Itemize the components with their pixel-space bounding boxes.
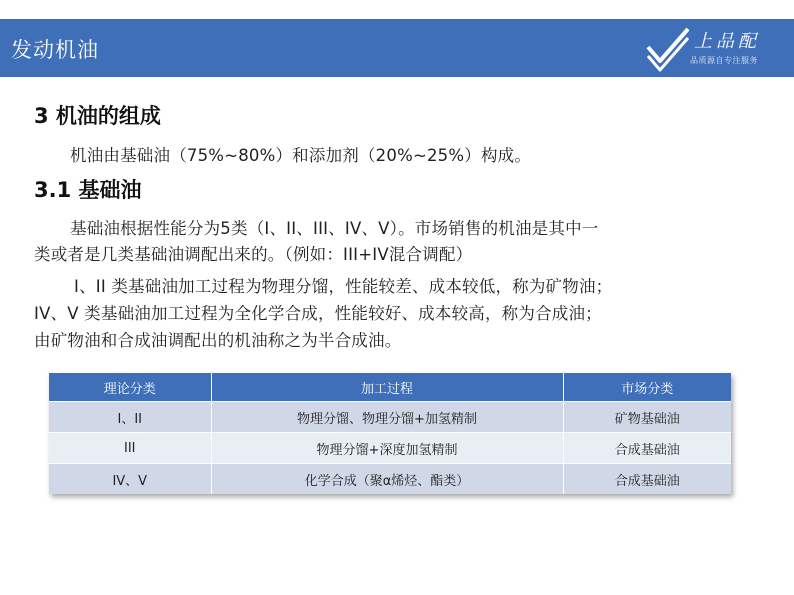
column-header: 加工过程: [211, 373, 563, 402]
base-oil-para2-line3: 由矿物油和合成油调配出的机油称之为半合成油。: [34, 331, 402, 350]
checkmark-logo-icon: [644, 23, 694, 73]
table-cell: III: [49, 433, 211, 464]
base-oil-para2-line2: IV、V 类基础油加工过程为全化学合成，性能较好、成本较高，称为合成油；: [34, 304, 602, 323]
base-oil-para2-line1: I、II 类基础油加工过程为物理分馏，性能较差、成本较低，称为矿物油；: [74, 277, 613, 296]
table-cell: I、II: [49, 402, 211, 433]
logo-subtitle: 品质源自专注服务: [690, 56, 758, 65]
base-oil-para1-line1: 基础油根据性能分为5类（I、II、III、IV、V）。市场销售的机油是其中一: [70, 219, 599, 238]
column-header: 理论分类: [49, 373, 211, 402]
brand-logo: [644, 23, 774, 73]
table-row: [49, 464, 731, 495]
classification-table: [49, 373, 731, 494]
title-bar: [0, 19, 794, 77]
table-cell: 矿物基础油: [563, 402, 731, 433]
table-row: [49, 402, 731, 433]
page-title: 发动机油: [11, 38, 99, 62]
table-cell: 物理分馏、物理分馏+加氢精制: [211, 402, 563, 433]
logo-text: 上品配: [694, 31, 760, 52]
section-heading-composition: 3 机油的组成: [34, 104, 161, 128]
table-row: [49, 433, 731, 464]
table-cell: 物理分馏+深度加氢精制: [211, 433, 563, 464]
table-header-row: [49, 373, 731, 402]
table-cell: 化学合成（聚α烯烃、酯类）: [211, 464, 563, 495]
table-cell: 合成基础油: [563, 464, 731, 495]
column-header: 市场分类: [563, 373, 731, 402]
composition-text: 机油由基础油（75%~80%）和添加剂（20%~25%）构成。: [70, 146, 532, 165]
section-heading-base-oil: 3.1 基础油: [34, 178, 142, 202]
table-cell: 合成基础油: [563, 433, 731, 464]
table-cell: IV、V: [49, 464, 211, 495]
base-oil-para1-line2: 类或者是几类基础油调配出来的。（例如：III+IV混合调配）: [34, 245, 473, 264]
